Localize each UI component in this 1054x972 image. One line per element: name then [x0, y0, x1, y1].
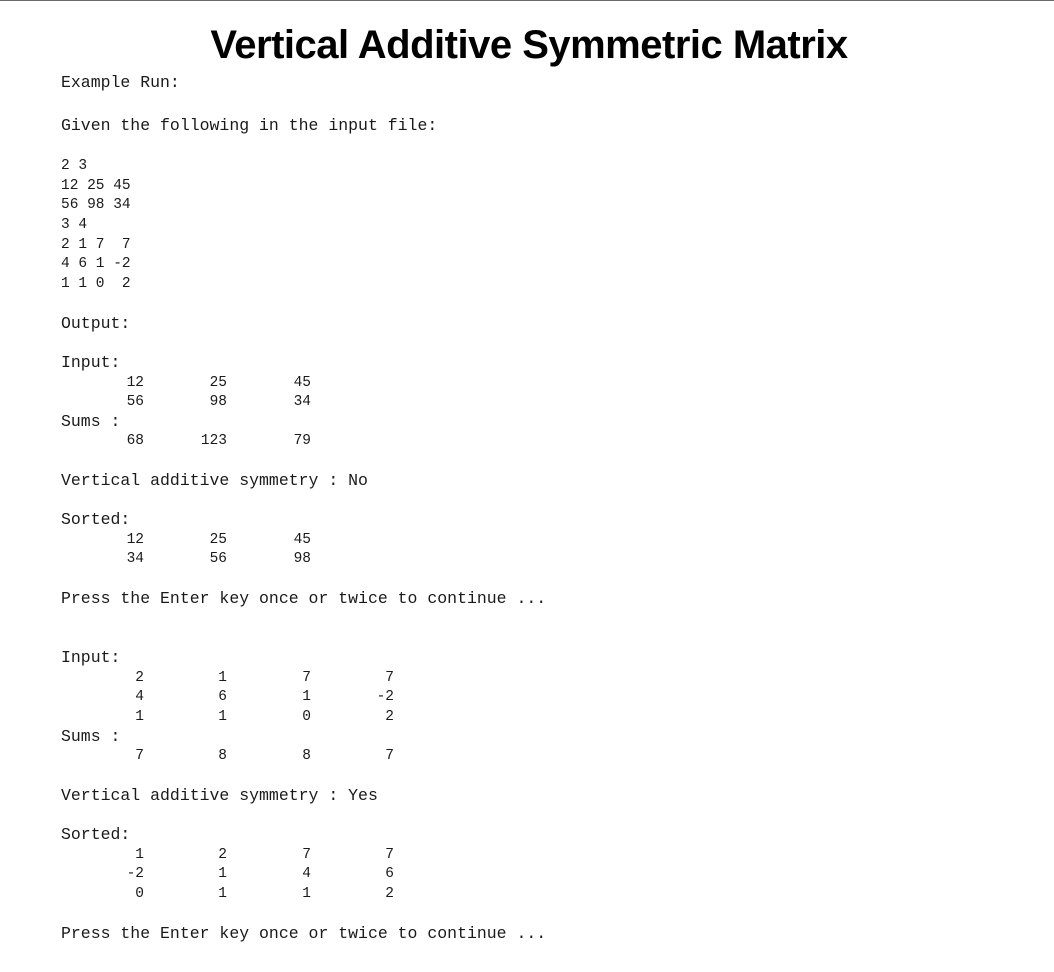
matrix-cell: -2	[126, 866, 144, 882]
matrix-row	[0, 688, 420, 706]
matrix-cell: 6	[218, 689, 227, 705]
matrix-cell: 34	[126, 551, 144, 567]
output-label: Output:	[61, 314, 131, 333]
matrix-cell: 2	[385, 886, 394, 902]
sum-cell: 68	[126, 433, 144, 449]
matrix-cell: 0	[302, 709, 311, 725]
run2-symmetry-result: Vertical additive symmetry : Yes	[61, 786, 378, 805]
sum-cell: 79	[293, 433, 311, 449]
given-input-text: Given the following in the input file:	[61, 116, 438, 135]
matrix-row	[0, 550, 420, 568]
matrix-cell: 7	[302, 847, 311, 863]
matrix-cell: 0	[135, 886, 144, 902]
matrix-cell: 45	[293, 532, 311, 548]
run2-sorted-label: Sorted:	[61, 825, 131, 844]
matrix-cell: 12	[126, 532, 144, 548]
run1-input-label: Input:	[61, 353, 121, 372]
matrix-cell: 56	[209, 551, 227, 567]
matrix-row	[0, 865, 420, 883]
matrix-cell: 7	[385, 847, 394, 863]
matrix-cell: 1	[218, 670, 227, 686]
input-file-line: 56 98 34	[61, 197, 131, 213]
sum-cell: 8	[302, 748, 311, 764]
run1-sums-label: Sums :	[61, 412, 121, 431]
matrix-cell: 1	[302, 689, 311, 705]
matrix-cell: 4	[302, 866, 311, 882]
matrix-cell: 1	[302, 886, 311, 902]
sums-row	[0, 747, 420, 765]
run2-sums-label: Sums :	[61, 727, 121, 746]
run1-symmetry-result: Vertical additive symmetry : No	[61, 471, 368, 490]
matrix-cell: 1	[135, 847, 144, 863]
matrix-cell: 12	[126, 375, 144, 391]
matrix-cell: 1	[218, 886, 227, 902]
matrix-cell: 1	[135, 709, 144, 725]
matrix-cell: 56	[126, 394, 144, 410]
matrix-cell: 25	[209, 375, 227, 391]
matrix-cell: 2	[135, 670, 144, 686]
run1-press-enter: Press the Enter key once or twice to continue ...	[61, 589, 547, 608]
matrix-row	[0, 885, 420, 903]
matrix-cell: 1	[218, 709, 227, 725]
matrix-cell: 45	[293, 375, 311, 391]
matrix-row	[0, 531, 420, 549]
input-file-line: 1 1 0 2	[61, 276, 131, 292]
matrix-cell: 98	[293, 551, 311, 567]
input-file-line: 2 1 7 7	[61, 237, 131, 253]
matrix-cell: 4	[135, 689, 144, 705]
matrix-row	[0, 669, 420, 687]
sum-cell: 7	[135, 748, 144, 764]
top-rule	[0, 0, 1054, 1]
matrix-cell: 34	[293, 394, 311, 410]
sum-cell: 8	[218, 748, 227, 764]
matrix-cell: 7	[385, 670, 394, 686]
input-file-line: 12 25 45	[61, 178, 131, 194]
matrix-cell: 98	[209, 394, 227, 410]
matrix-cell: 2	[218, 847, 227, 863]
matrix-row	[0, 393, 420, 411]
matrix-row	[0, 708, 420, 726]
input-file-line: 4 6 1 -2	[61, 256, 131, 272]
sums-row	[0, 432, 420, 450]
matrix-cell: 1	[218, 866, 227, 882]
matrix-cell: 6	[385, 866, 394, 882]
matrix-cell: 25	[209, 532, 227, 548]
matrix-cell: 2	[385, 709, 394, 725]
page-title: Vertical Additive Symmetric Matrix	[210, 23, 848, 67]
input-file-line: 3 4	[61, 217, 88, 233]
sum-cell: 7	[385, 748, 394, 764]
example-run-label: Example Run:	[61, 73, 180, 92]
run2-input-label: Input:	[61, 648, 121, 667]
run1-sorted-label: Sorted:	[61, 510, 131, 529]
input-file-line: 2 3	[61, 158, 88, 174]
run2-press-enter: Press the Enter key once or twice to continue ...	[61, 924, 547, 943]
matrix-cell: -2	[376, 689, 394, 705]
matrix-row	[0, 374, 420, 392]
matrix-cell: 7	[302, 670, 311, 686]
matrix-row	[0, 846, 420, 864]
sum-cell: 123	[200, 433, 227, 449]
